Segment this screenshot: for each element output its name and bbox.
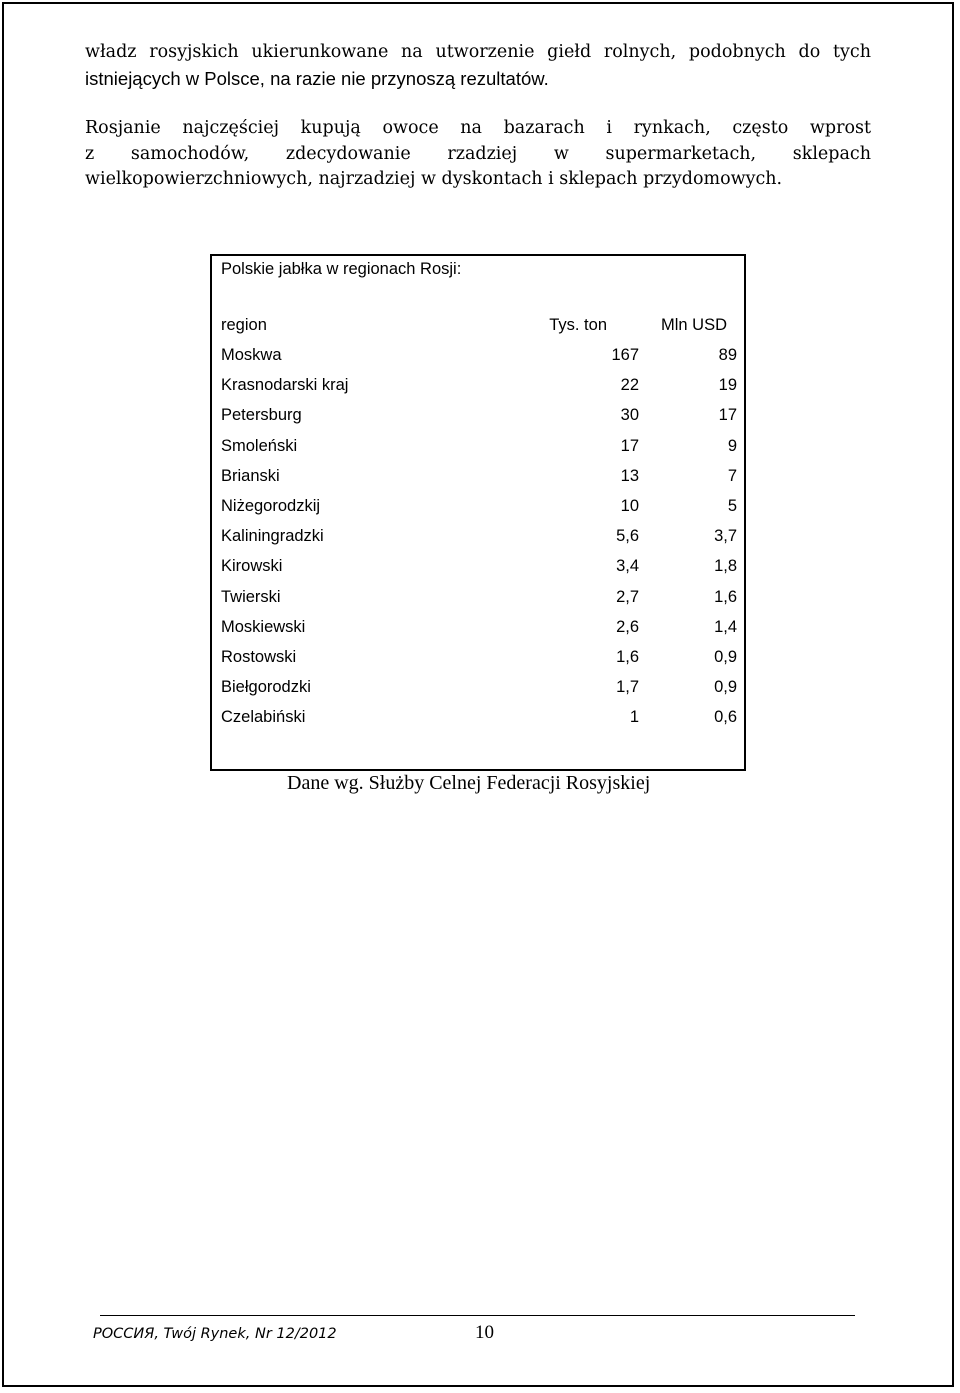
- paragraph-2-line-2: z samochodów, zdecydowanie rzadziej w supermarketach, sklepach: [85, 143, 871, 164]
- header-usd: Mln USD: [660, 316, 727, 334]
- table-row: [221, 708, 737, 730]
- cell-usd: 1,4: [714, 617, 737, 636]
- cell-tons: 2,6: [616, 617, 639, 636]
- data-source-note: Dane wg. Służby Celnej Federacji Rosyjskiej: [287, 772, 651, 794]
- cell-region: Biełgorodzki: [221, 678, 311, 697]
- table-row: [221, 437, 737, 459]
- table-row: [221, 497, 737, 519]
- table-row: [221, 376, 737, 398]
- table-row: [221, 406, 737, 428]
- footer-publication: РОССИЯ, Twój Rynek, Nr 12/2012: [93, 1326, 337, 1342]
- cell-tons: 167: [611, 346, 639, 364]
- cell-region: Niżegorodzkij: [221, 497, 321, 515]
- cell-region: Rostowski: [221, 648, 297, 666]
- table-header-row: [221, 316, 737, 338]
- cell-tons: 3,4: [616, 557, 639, 576]
- cell-tons: 1: [629, 708, 639, 727]
- cell-usd: 3,7: [714, 527, 737, 546]
- footer-divider: [100, 1315, 855, 1316]
- cell-tons: 10: [620, 497, 639, 515]
- cell-usd: 0,6: [714, 708, 737, 727]
- cell-usd: 0,9: [714, 678, 737, 697]
- paragraph-1-line-2: istniejących w Polsce, na razie nie przynoszą rezultatów.: [85, 67, 549, 89]
- cell-tons: 22: [620, 376, 639, 395]
- cell-region: Kirowski: [221, 557, 283, 576]
- header-tons: Tys. ton: [549, 316, 607, 334]
- table-row: [221, 588, 737, 610]
- cell-region: Czelabiński: [221, 708, 306, 727]
- paragraph-1-line-1: władz rosyjskich ukierunkowane na utworzenie giełd rolnych, podobnych do tych: [85, 42, 871, 62]
- cell-tons: 2,7: [616, 587, 639, 606]
- cell-region: Smoleński: [221, 436, 298, 455]
- cell-region: Moskwa: [221, 346, 282, 364]
- table-row: [221, 557, 737, 579]
- cell-usd: 5: [727, 497, 737, 515]
- page-number: 10: [475, 1322, 494, 1343]
- paragraph-2-line-3: wielkopowierzchniowych, najrzadziej w dyskontach i sklepach przydomowych.: [85, 169, 783, 189]
- cell-usd: 17: [718, 406, 737, 425]
- table-title: Polskie jabłka w regionach Rosji:: [221, 260, 462, 278]
- table-row: [221, 346, 737, 368]
- table-row: [221, 527, 737, 549]
- cell-tons: 17: [620, 436, 639, 455]
- cell-usd: 1,8: [714, 557, 737, 576]
- cell-tons: 5,6: [616, 527, 639, 546]
- cell-region: Twierski: [221, 587, 281, 606]
- cell-region: Petersburg: [221, 406, 302, 425]
- cell-usd: 0,9: [714, 648, 737, 666]
- paragraph-2-line-1: Rosjanie najczęściej kupują owoce na bazarach i rynkach, często wprost: [85, 118, 871, 138]
- cell-tons: 1,6: [616, 648, 639, 666]
- header-region: region: [221, 316, 267, 334]
- cell-tons: 1,7: [616, 678, 639, 697]
- cell-region: Moskiewski: [221, 617, 306, 636]
- table-row: [221, 648, 737, 670]
- table-row: [221, 678, 737, 700]
- cell-usd: 19: [718, 376, 737, 395]
- cell-usd: 9: [727, 436, 737, 455]
- cell-usd: 7: [727, 466, 737, 485]
- apples-by-region-table: [210, 254, 746, 771]
- table-row: [221, 618, 737, 640]
- cell-tons: 30: [620, 406, 639, 425]
- table-row: [221, 467, 737, 489]
- paragraph-2: [85, 116, 871, 193]
- cell-usd: 89: [718, 346, 737, 364]
- cell-tons: 13: [620, 466, 639, 485]
- paragraph-1: [85, 40, 871, 91]
- cell-usd: 1,6: [714, 587, 737, 606]
- cell-region: Kaliningradzki: [221, 527, 324, 546]
- cell-region: Krasnodarski kraj: [221, 376, 349, 395]
- cell-region: Brianski: [221, 466, 280, 485]
